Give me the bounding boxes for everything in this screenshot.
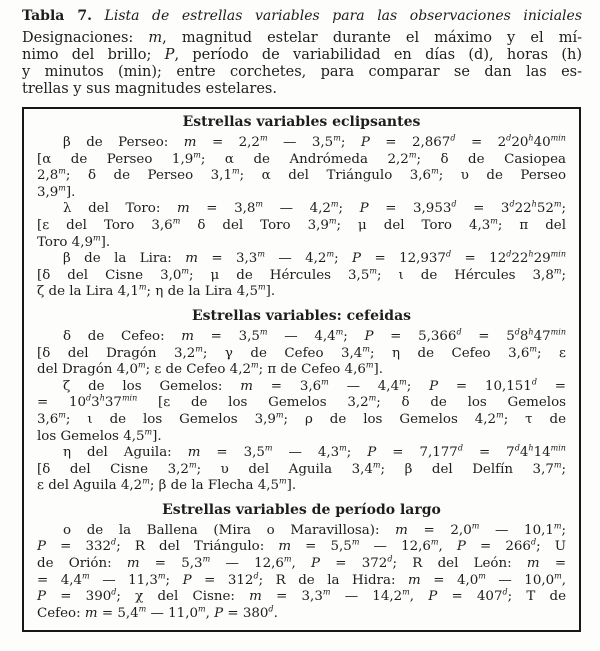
entry-line: = $10^d3^h37^{min}$ [ε de los Gemelos 3,2$^m$; δ de los Gemelos: [37, 393, 567, 411]
entry-line: los Gemelos 4,5$^m$].: [37, 427, 162, 444]
entry-line: [δ del Cisne 3,2$^m$; υ del Aguila 3,4$^m$; β del Delfín 3,7$^m$;: [37, 460, 566, 477]
star-entry: [37, 135, 566, 201]
entry-line: η del Aguila: $m = 3,5^m$ — 4,3$^m$; $P = 7,177^d = 7^d4^h14^{min}$: [63, 443, 566, 461]
intro-line: y minutos (min); entre corchetes, para comparar se dan las es-: [22, 64, 582, 80]
table-box: [22, 107, 581, 632]
entry-line: Cefeo: $m = 5,4^m$ — 11,0$^m$, $P = 380^d$.: [37, 604, 278, 621]
section-heading: Estrellas variables: cefeidas: [191, 307, 412, 324]
entry-line: ζ de la Lira 4,1$^m$; η de la Lira 4,5$^m$].: [37, 282, 276, 300]
entry-line: β de la Lira: $m = 3,3^m$ — 4,2$^m$; $P = 12,937^d = 12^d22^h29^{min}$: [63, 249, 567, 267]
entry-line: de Orión: $m = 5,3^m$ — 12,6$^m$, $P = 372^d$; R del León: m =: [37, 554, 567, 572]
caption-label: Tabla 7.: [22, 8, 92, 24]
star-entry: [37, 523, 566, 623]
entry-line: [ε del Toro 3,6$^m$ δ del Toro 3,9$^m$; μ del Toro 4,3$^m$; π del: [37, 216, 567, 233]
intro-line: nimo del brillo; P, período de variabilidad en días (d), horas (h): [22, 47, 582, 63]
entry-line: λ del Toro: $m = 3,8^m$ — 4,2$^m$; $P = 3,953^d = 3^d22^h52^m$;: [63, 199, 567, 217]
entry-line: ε del Aguila 4,2$^m$; β de la Flecha 4,5$^m$].: [37, 476, 297, 494]
entry-line: $P = 390^d$; χ del Cisne: $m = 3,3^m$ — 14,2$^m$, $P = 407^d$; T de: [37, 587, 567, 605]
entry-line: del Dragón 4,0$^m$; ε de Cefeo 4,2$^m$; π de Cefeo 4,6$^m$].: [37, 360, 383, 378]
entry-line: 2,8$^m$; δ de Perseo 3,1$^m$; α del Triángulo 3,6$^m$; υ de Perseo: [37, 166, 567, 184]
table-caption: [22, 7, 582, 25]
star-entry: [37, 201, 566, 251]
entry-line: [δ del Dragón 3,2$^m$; γ de Cefeo 3,4$^m$; η de Cefeo 3,6$^m$; ε: [37, 344, 566, 361]
star-entry: [37, 329, 566, 379]
entry-line: δ de Cefeo: $m = 3,5^m$ — 4,4$^m$; $P = 5,366^d = 5^d8^h47^{min}$: [63, 327, 567, 344]
table-section: [37, 114, 566, 301]
entry-line: [δ del Cisne 3,0$^m$; μ de Hércules 3,5$^m$; ι de Hércules 3,8$^m$;: [37, 266, 566, 283]
star-entry: [37, 445, 566, 495]
caption-title: Lista de estrellas variables para las observaciones iniciales: [104, 8, 582, 24]
section-heading: Estrellas variables de período largo: [162, 501, 441, 518]
entry-line: 3,6$^m$; ι de los Gemelos 3,9$^m$; ρ de los Gemelos 4,2$^m$; τ de: [37, 410, 567, 427]
entry-line: β de Perseo: $m = 2,2^m$ — 3,5$^m$; $P = 2,867^d = 2^d20^h40^{min}$: [63, 133, 566, 150]
star-entry: [37, 251, 566, 301]
intro-line: trellas y sus magnitudes estelares.: [22, 81, 277, 97]
entry-line: $P = 332^d$; R del Triángulo: $m = 5,5^m$ — 12,6$^m$, $P = 266^d$; U: [37, 538, 567, 555]
table-section: [37, 502, 566, 623]
intro-paragraph: [22, 30, 582, 98]
intro-line: Designaciones: m, magnitud estelar durante el máximo y el mí-: [22, 30, 582, 46]
entry-line: ζ de los Gemelos: $m = 3,6^m$ — 4,4$^m$; P = 10,151$^d$ =: [63, 377, 567, 394]
entry-line: 3,9$^m$].: [37, 183, 76, 200]
section-heading: Estrellas variables eclipsantes: [182, 114, 421, 130]
entry-line: [α de Perseo 1,9$^m$; α de Andrómeda 2,2$^m$; δ de Casiopea: [37, 150, 567, 167]
entry-line: = $4,4^m$ — 11,3$^m$; $P = 312^d$; R de la Hidra: $m = 4,0^m$ — 10,0$^m$,: [37, 571, 567, 588]
table-section: [37, 308, 566, 495]
entry-line: o de la Ballena (Mira o Maravillosa): $m = 2,0^m$ — 10,1$^m$;: [63, 521, 567, 538]
star-entry: [37, 379, 566, 445]
entry-line: Toro 4,9$^m$].: [37, 233, 111, 250]
